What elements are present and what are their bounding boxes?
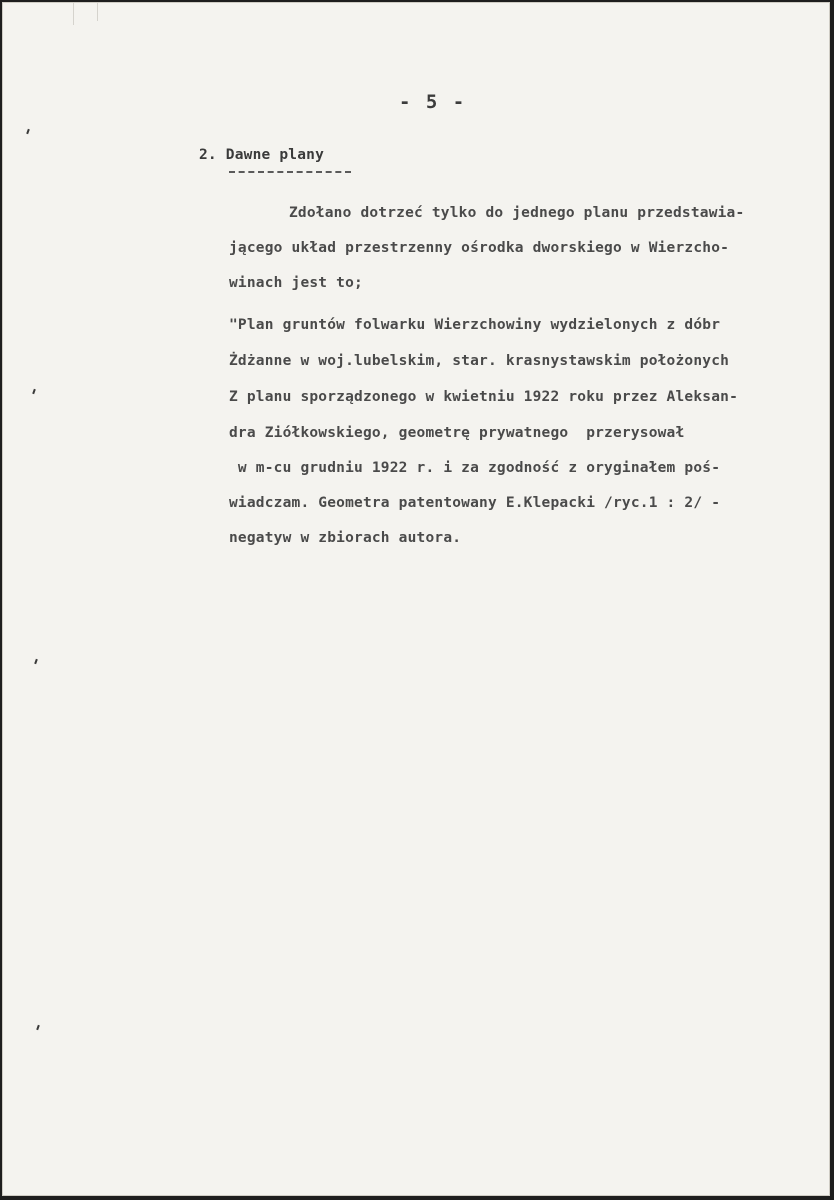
document-page (2, 2, 830, 1196)
page-number: - 5 - (399, 91, 467, 113)
paragraph-line: winach jest to; (229, 275, 363, 291)
heading-underline (229, 171, 351, 173)
quote-line: "Plan gruntów folwarku Wierzchowiny wydzielonych z dóbr (229, 317, 721, 333)
quote-line: Z planu sporządzonego w kwietniu 1922 roku przez Aleksan- (229, 389, 738, 405)
margin-mark (32, 389, 36, 394)
margin-mark (36, 1025, 40, 1030)
margin-mark (26, 129, 30, 134)
quote-line: Żdżanne w woj.lubelskim, star. krasnystawskim położonych (229, 353, 730, 369)
scan-artifact (73, 3, 74, 25)
quote-line: dra Ziółkowskiego, geometrę prywatnego przerysował (229, 425, 685, 441)
quote-line: wiadczam. Geometra patentowany E.Klepacki /ryc.1 : 2/ - (229, 495, 721, 511)
paragraph-line: jącego układ przestrzenny ośrodka dworskiego w Wierzcho- (229, 240, 730, 256)
margin-mark (34, 659, 38, 664)
scan-artifact (97, 3, 98, 21)
quote-line: w m-cu grudniu 1922 r. i za zgodność z oryginałem poś- (229, 460, 721, 476)
quote-line: negatyw w zbiorach autora. (229, 530, 462, 546)
section-heading: 2. Dawne plany (199, 147, 325, 163)
paragraph-line: Zdołano dotrzeć tylko do jednego planu przedstawia- (289, 205, 745, 221)
